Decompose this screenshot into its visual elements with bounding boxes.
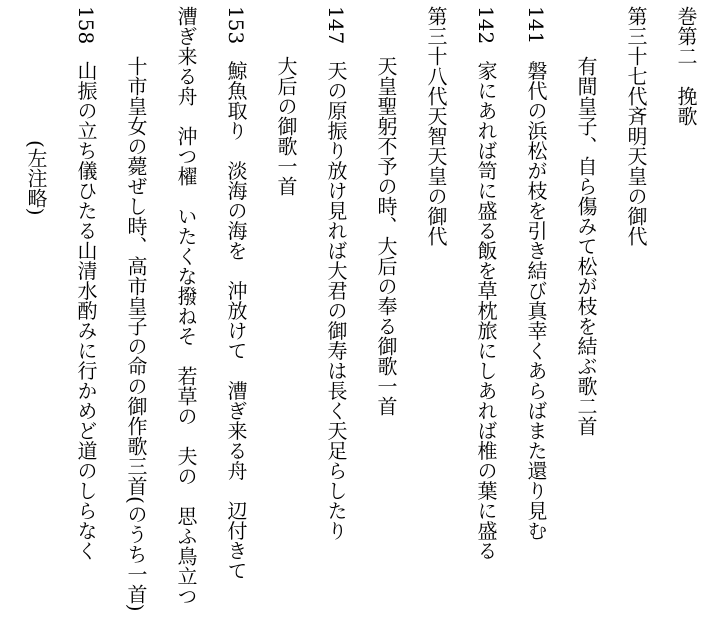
poem-text: 鯨魚取り 淡海の海を 沖放けて 漕ぎ来る舟 辺付きて [224, 60, 248, 581]
poem-preface-arima [572, 56, 600, 436]
poem-preface-tochi [122, 56, 150, 612]
poem-153-line-2 [172, 6, 200, 606]
poem-153-line-1 [222, 6, 250, 580]
preface-text: 大后の御歌一首 [274, 56, 298, 196]
poem-text: 天の原振り放け見れば大君の御寿は長く天足らしたり [324, 60, 348, 541]
poem-number: 147 [324, 6, 348, 45]
preface-text: 十市皇女の薨ぜし時、高市皇子の命の御作歌三首(のうち一首) [124, 56, 148, 612]
era-heading-text: 第三十七代斉明天皇の御代 [624, 6, 648, 246]
poem-158 [72, 6, 100, 560]
poem-text: 漕ぎ来る舟 沖つ櫂 いたくな撥ねそ 若草の 夫の 思ふ鳥立つ [174, 6, 198, 606]
poem-number: 158 [74, 6, 98, 45]
poem-number: 141 [524, 6, 548, 45]
poem-number: 153 [224, 6, 248, 45]
poem-text: 家にあれば笥に盛る飯を草枕旅にしあれば椎の葉に盛る [474, 60, 498, 561]
preface-text: 天皇聖躬不予の時、大后の奉る御歌一首 [374, 56, 398, 416]
poem-141 [522, 6, 550, 540]
era-heading-text: 第三十八代天智天皇の御代 [424, 6, 448, 246]
poem-number: 142 [474, 6, 498, 45]
poem-147 [322, 6, 350, 540]
poem-preface-empress-1 [372, 56, 400, 416]
era-heading-saimei [622, 6, 650, 246]
omitted-note [22, 140, 50, 216]
era-heading-tenji [422, 6, 450, 246]
note-text: (左注略) [24, 140, 48, 216]
chapter-label: 巻第二 [674, 6, 698, 66]
poem-142 [472, 6, 500, 560]
poem-preface-empress-2 [272, 56, 300, 196]
chapter-heading [672, 6, 700, 126]
chapter-title: 挽歌 [674, 86, 698, 126]
poem-text: 山振の立ち儀ひたる山清水酌みに行かめど道のしらなく [74, 60, 98, 561]
poem-text: 磐代の浜松が枝を引き結び真幸くあらばまた還り見む [524, 60, 548, 541]
preface-text: 有間皇子、自ら傷みて松が枝を結ぶ歌二首 [574, 56, 598, 436]
